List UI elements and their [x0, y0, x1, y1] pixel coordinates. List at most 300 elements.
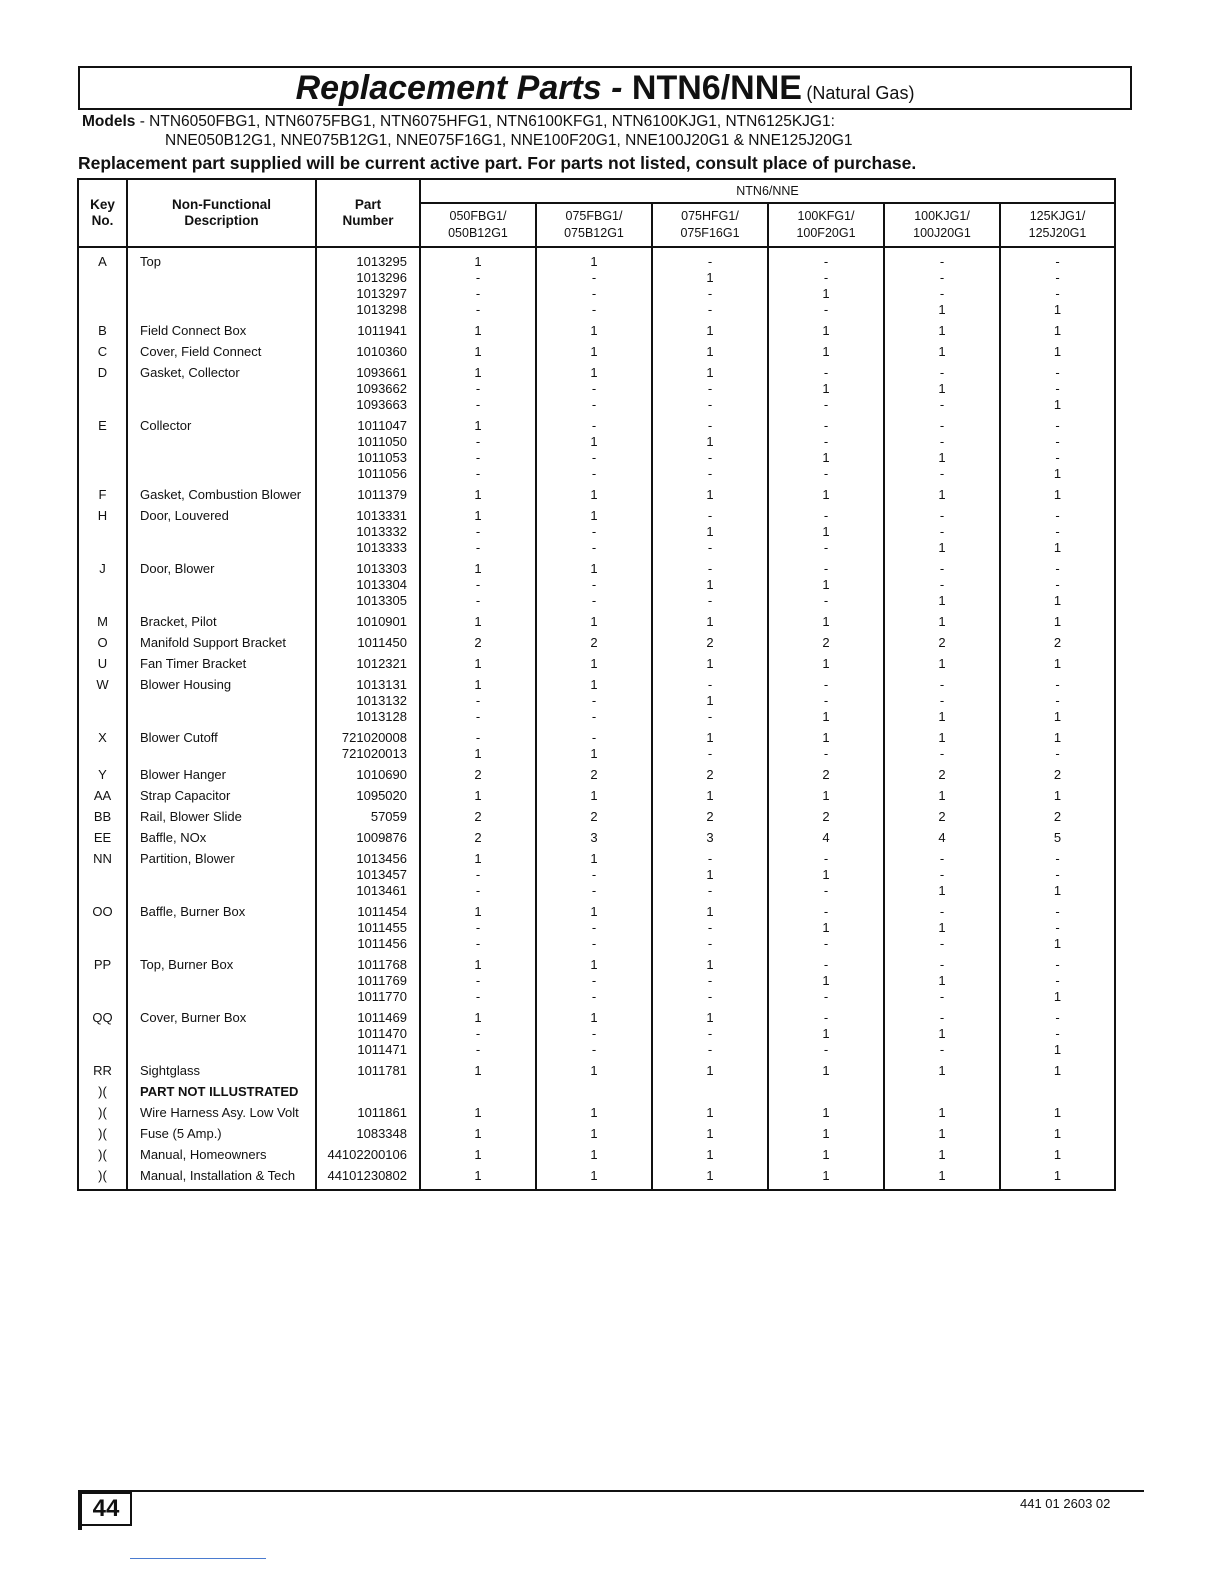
- part-number-cell: [316, 957, 420, 1010]
- quantity: 1: [474, 418, 482, 433]
- quantity-cell: [1000, 1063, 1115, 1084]
- key-cell: [78, 1010, 127, 1063]
- part-number-cell: [316, 344, 420, 365]
- table-row: [78, 830, 1115, 851]
- quantity: 1: [706, 1063, 714, 1078]
- part-description: Field Connect Box: [140, 323, 247, 338]
- part-number: 1011455: [357, 920, 407, 935]
- part-number: 1093662: [356, 381, 407, 396]
- quantity-cell: [652, 614, 768, 635]
- quantity: 1: [590, 323, 598, 338]
- quantity-cell: [420, 788, 536, 809]
- quantity: 1: [706, 867, 714, 882]
- quantity-cell: [536, 851, 652, 904]
- quantity: -: [1055, 904, 1060, 919]
- part-number: 1013296: [356, 270, 407, 285]
- quantity-cell: [1000, 344, 1115, 365]
- quantity: -: [1055, 920, 1060, 935]
- quantity: -: [1055, 508, 1060, 523]
- quantity-cell: [420, 677, 536, 730]
- part-number-cell: [316, 830, 420, 851]
- quantity: -: [591, 973, 597, 988]
- model-code: 075F16G1: [680, 226, 740, 240]
- quantity: 1: [1053, 487, 1062, 502]
- key-cell: [78, 508, 127, 561]
- quantity: 1: [474, 508, 482, 523]
- quantity: 1: [938, 883, 946, 898]
- table-row: [78, 1084, 1115, 1105]
- key-cell: [78, 1084, 127, 1105]
- quantity: -: [1055, 677, 1060, 692]
- quantity-cell: [536, 635, 652, 656]
- quantity-cell: [884, 247, 1000, 323]
- quantity-cell: [768, 418, 884, 487]
- quantity-cell: [884, 344, 1000, 365]
- part-number-header: [316, 179, 420, 247]
- quantity-cell: [652, 1126, 768, 1147]
- part-number-cell: [316, 1084, 420, 1105]
- quantity: [1001, 1084, 1114, 1100]
- quantity: 1: [590, 254, 598, 269]
- quantity: 2: [938, 809, 946, 824]
- quantity-cell: [536, 561, 652, 614]
- quantity-cell: [884, 1063, 1000, 1084]
- model-column-header: [884, 203, 1000, 247]
- quantity: 1: [474, 851, 482, 866]
- quantity-cell: [652, 418, 768, 487]
- key-cell: [78, 487, 127, 508]
- models-line-1: - NTN6050FBG1, NTN6075FBG1, NTN6075HFG1, NTN6100KFG1, NTN6100KJG1, NTN6125KJG1:: [139, 113, 835, 130]
- quantity: -: [823, 365, 829, 380]
- quantity: 1: [474, 1010, 482, 1025]
- quantity: -: [591, 524, 597, 539]
- quantity: 1: [706, 904, 714, 919]
- key-cell: [78, 418, 127, 487]
- description-cell: [127, 1105, 316, 1126]
- quantity-cell: [420, 830, 536, 851]
- quantity: -: [707, 1042, 713, 1057]
- description-cell: [127, 730, 316, 767]
- quantity: 1: [590, 1126, 598, 1141]
- quantity-cell: [1000, 809, 1115, 830]
- quantity-cell: [536, 614, 652, 635]
- quantity-cell: [1000, 561, 1115, 614]
- quantity: -: [1055, 434, 1060, 449]
- quantity: 1: [1053, 1105, 1062, 1120]
- quantity-cell: [536, 344, 652, 365]
- part-number: 1011056: [357, 466, 407, 481]
- part-number-cell: [316, 904, 420, 957]
- quantity: -: [1055, 957, 1060, 972]
- quantity: 1: [822, 381, 830, 396]
- models-label: Models: [82, 113, 136, 130]
- quantity: -: [707, 418, 713, 433]
- quantity: 1: [474, 254, 482, 269]
- quantity: -: [591, 867, 597, 882]
- quantity: -: [707, 883, 713, 898]
- quantity: -: [591, 1042, 597, 1057]
- key-no: F: [98, 487, 107, 502]
- quantity: 1: [938, 656, 946, 671]
- quantity: -: [1055, 577, 1060, 592]
- quantity: -: [823, 508, 829, 523]
- key-cell: [78, 344, 127, 365]
- description-cell: [127, 904, 316, 957]
- quantity-cell: [884, 730, 1000, 767]
- quantity: -: [939, 254, 945, 269]
- part-number: 1013305: [356, 593, 407, 608]
- part-number-cell: [316, 1168, 420, 1190]
- part-number: 1011941: [357, 323, 407, 338]
- quantity: 1: [474, 1126, 482, 1141]
- quantity: -: [591, 730, 597, 745]
- key-cell: [78, 830, 127, 851]
- quantity: -: [591, 466, 597, 481]
- quantity: -: [475, 302, 481, 317]
- part-number: 1013332: [356, 524, 407, 539]
- quantity: -: [591, 540, 597, 555]
- part-number: 1011471: [357, 1042, 407, 1057]
- quantity: 2: [474, 635, 482, 650]
- quantity-cell: [884, 1084, 1000, 1105]
- quantity-cell: [536, 1126, 652, 1147]
- quantity: 1: [1053, 1042, 1062, 1057]
- quantity-cell: [1000, 1126, 1115, 1147]
- quantity: 1: [590, 1147, 598, 1162]
- quantity: -: [823, 540, 829, 555]
- quantity-cell: [420, 1063, 536, 1084]
- quantity: 2: [474, 830, 482, 845]
- quantity: -: [475, 730, 481, 745]
- part-number: 1011379: [357, 487, 407, 502]
- model-code: 075B12G1: [564, 226, 624, 240]
- quantity: 1: [938, 381, 946, 396]
- quantity: 1: [590, 344, 598, 359]
- quantity: 3: [706, 830, 714, 845]
- quantity-cell: [536, 1105, 652, 1126]
- model-code: 075HFG1/: [681, 209, 739, 223]
- quantity: -: [707, 973, 713, 988]
- part-number: 44102200106: [327, 1147, 407, 1162]
- quantity: -: [1055, 693, 1060, 708]
- key-no: EE: [93, 830, 112, 845]
- part-number-cell: [316, 1010, 420, 1063]
- key-no: E: [98, 418, 107, 433]
- quantity-cell: [768, 830, 884, 851]
- quantity-cell: [536, 677, 652, 730]
- part-description: Rail, Blower Slide: [140, 809, 242, 824]
- quantity-cell: [420, 957, 536, 1010]
- quantity: -: [591, 270, 597, 285]
- quantity-cell: [420, 1105, 536, 1126]
- quantity-cell: [536, 1168, 652, 1190]
- quantity: 1: [1053, 883, 1062, 898]
- quantity: 1: [938, 973, 946, 988]
- quantity: -: [707, 466, 713, 481]
- key-no: A: [98, 254, 107, 269]
- quantity: 1: [1053, 466, 1062, 481]
- quantity: -: [1055, 867, 1060, 882]
- model-code: 125KJG1/: [1029, 209, 1086, 223]
- quantity: 1: [1053, 1063, 1062, 1078]
- quantity: -: [939, 270, 945, 285]
- part-number: 1011469: [357, 1010, 407, 1025]
- models-line-2: NNE050B12G1, NNE075B12G1, NNE075F16G1, NNE100F20G1, NNE100J20G1 & NNE125J20G1: [165, 132, 853, 149]
- quantity: 4: [938, 830, 946, 845]
- quantity-cell: [536, 957, 652, 1010]
- part-number: 1013456: [356, 851, 407, 866]
- quantity-cell: [652, 1147, 768, 1168]
- quantity-cell: [1000, 767, 1115, 788]
- key-cell: [78, 1147, 127, 1168]
- part-number-cell: [316, 1147, 420, 1168]
- quantity-cell: [420, 1126, 536, 1147]
- quantity: 4: [822, 830, 830, 845]
- quantity: -: [591, 709, 597, 724]
- part-number: 1011470: [357, 1026, 407, 1041]
- quantity: 3: [590, 830, 598, 845]
- key-no: OO: [92, 904, 113, 919]
- key-no: W: [96, 677, 109, 692]
- quantity: -: [823, 1042, 829, 1057]
- part-description: Top: [140, 254, 161, 269]
- models-list: [82, 112, 853, 150]
- quantity: -: [707, 381, 713, 396]
- quantity: -: [591, 397, 597, 412]
- quantity-cell: [652, 487, 768, 508]
- quantity: -: [939, 524, 945, 539]
- part-description: Manual, Homeowners: [140, 1147, 267, 1162]
- description-cell: [127, 1147, 316, 1168]
- quantity: 1: [822, 1126, 830, 1141]
- quantity-cell: [536, 487, 652, 508]
- part-number-cell: [316, 365, 420, 418]
- quantity: 1: [474, 323, 482, 338]
- quantity-cell: [536, 247, 652, 323]
- quantity-cell: [1000, 730, 1115, 767]
- quantity-cell: [768, 730, 884, 767]
- part-number: 1011050: [357, 434, 407, 449]
- part-number-cell: [316, 730, 420, 767]
- quantity-cell: [1000, 247, 1115, 323]
- key-cell: [78, 635, 127, 656]
- key-cell: [78, 809, 127, 830]
- quantity: 1: [590, 1010, 598, 1025]
- quantity: -: [1055, 1010, 1060, 1025]
- quantity: 1: [1053, 540, 1062, 555]
- quantity-cell: [884, 323, 1000, 344]
- quantity-cell: [1000, 957, 1115, 1010]
- quantity: 1: [938, 1147, 946, 1162]
- quantity: 1: [706, 1168, 714, 1183]
- quantity-cell: [884, 1105, 1000, 1126]
- part-number: 1083348: [356, 1126, 407, 1141]
- quantity: 1: [822, 577, 830, 592]
- quantity: 1: [822, 788, 830, 803]
- description-cell: [127, 851, 316, 904]
- key-cell: [78, 247, 127, 323]
- quantity-cell: [420, 1147, 536, 1168]
- quantity-cell: [536, 1063, 652, 1084]
- description-cell: [127, 1126, 316, 1147]
- quantity: 1: [938, 344, 946, 359]
- quantity-cell: [884, 1126, 1000, 1147]
- table-row: [78, 1010, 1115, 1063]
- key-cell: [78, 788, 127, 809]
- description-cell: [127, 365, 316, 418]
- key-cell: [78, 730, 127, 767]
- part-number-cell: [316, 418, 420, 487]
- quantity-cell: [420, 508, 536, 561]
- model-code: 100KFG1/: [797, 209, 855, 223]
- quantity-cell: [652, 851, 768, 904]
- quantity: -: [823, 466, 829, 481]
- key-cell: [78, 323, 127, 344]
- key-no-header: [78, 179, 127, 247]
- quantity: -: [939, 989, 945, 1004]
- document-number: 441 01 2603 02: [1020, 1496, 1111, 1511]
- part-number: 1011768: [357, 957, 407, 972]
- quantity: -: [939, 466, 945, 481]
- quantity-cell: [884, 1010, 1000, 1063]
- bottom-link-underline: [130, 1558, 266, 1559]
- quantity-cell: [420, 418, 536, 487]
- quantity: -: [591, 593, 597, 608]
- quantity: 1: [1053, 302, 1062, 317]
- quantity: 1: [1053, 1126, 1062, 1141]
- quantity: -: [939, 851, 945, 866]
- page-title: [78, 66, 1132, 110]
- quantity: 1: [474, 656, 482, 671]
- quantity-cell: [652, 508, 768, 561]
- part-description: Blower Hanger: [140, 767, 226, 782]
- quantity-cell: [1000, 1105, 1115, 1126]
- table-row: [78, 809, 1115, 830]
- quantity-cell: [420, 851, 536, 904]
- quantity: 1: [706, 656, 714, 671]
- quantity: 1: [706, 524, 714, 539]
- quantity-cell: [652, 957, 768, 1010]
- quantity: 2: [474, 809, 482, 824]
- quantity: -: [823, 397, 829, 412]
- quantity: -: [475, 936, 481, 951]
- header-line: No.: [91, 213, 114, 228]
- quantity: 2: [938, 767, 946, 782]
- quantity: -: [823, 561, 829, 576]
- part-number: 1011770: [357, 989, 407, 1004]
- quantity-cell: [884, 809, 1000, 830]
- table-row: [78, 1147, 1115, 1168]
- quantity-cell: [1000, 677, 1115, 730]
- quantity: -: [823, 936, 829, 951]
- key-no: AA: [93, 788, 112, 803]
- quantity-cell: [420, 904, 536, 957]
- quantity-cell: [768, 1010, 884, 1063]
- quantity: -: [475, 450, 481, 465]
- part-number: 1011769: [357, 973, 407, 988]
- header-line: Number: [342, 213, 394, 228]
- quantity: -: [1055, 1026, 1060, 1041]
- quantity: -: [939, 365, 945, 380]
- part-description: Fuse (5 Amp.): [140, 1126, 222, 1141]
- quantity-cell: [536, 830, 652, 851]
- quantity: 1: [938, 1168, 946, 1183]
- quantity-cell: [652, 1010, 768, 1063]
- quantity: -: [939, 1010, 945, 1025]
- quantity: 1: [822, 656, 830, 671]
- quantity: -: [591, 1026, 597, 1041]
- part-number: 1011781: [357, 1063, 407, 1078]
- key-cell: [78, 677, 127, 730]
- quantity: 2: [474, 767, 482, 782]
- part-number-cell: [316, 323, 420, 344]
- table-row: [78, 1063, 1115, 1084]
- quantity: -: [1055, 746, 1060, 761]
- quantity-cell: [420, 635, 536, 656]
- table-row: [78, 344, 1115, 365]
- quantity: -: [475, 286, 481, 301]
- page-number: 44: [80, 1492, 132, 1526]
- part-number: 44101230802: [327, 1168, 407, 1183]
- description-cell: [127, 1084, 316, 1105]
- quantity: 1: [706, 788, 714, 803]
- quantity-cell: [1000, 788, 1115, 809]
- key-no: M: [97, 614, 108, 629]
- quantity-cell: [652, 561, 768, 614]
- quantity-cell: [652, 904, 768, 957]
- quantity: 1: [590, 957, 598, 972]
- quantity: -: [707, 677, 713, 692]
- quantity-cell: [652, 767, 768, 788]
- quantity: -: [707, 851, 713, 866]
- quantity-cell: [884, 614, 1000, 635]
- quantity-cell: [768, 656, 884, 677]
- quantity-cell: [652, 730, 768, 767]
- part-number: 1011456: [357, 936, 407, 951]
- quantity: 2: [590, 635, 598, 650]
- quantity: -: [707, 936, 713, 951]
- description-cell: [127, 508, 316, 561]
- part-number: 1010690: [356, 767, 407, 782]
- quantity-cell: [768, 904, 884, 957]
- part-number-cell: [316, 788, 420, 809]
- table-row: [78, 508, 1115, 561]
- part-number: 1013132: [356, 693, 407, 708]
- part-number: 1095020: [356, 788, 407, 803]
- quantity: 1: [590, 656, 598, 671]
- quantity: 2: [938, 635, 946, 650]
- quantity: 1: [474, 904, 482, 919]
- quantity: -: [475, 883, 481, 898]
- quantity: -: [1055, 286, 1060, 301]
- quantity: -: [823, 957, 829, 972]
- quantity: -: [707, 286, 713, 301]
- part-description: Cover, Field Connect: [140, 344, 262, 359]
- table-row: [78, 418, 1115, 487]
- part-number: [317, 1084, 407, 1100]
- model-group-header: NTN6/NNE: [420, 179, 1115, 203]
- quantity: 1: [474, 1063, 482, 1078]
- part-number-cell: [316, 247, 420, 323]
- description-cell: [127, 635, 316, 656]
- description-cell: [127, 677, 316, 730]
- quantity: -: [475, 466, 481, 481]
- quantity: -: [1055, 524, 1060, 539]
- model-code: 100KJG1/: [914, 209, 970, 223]
- quantity-cell: [536, 656, 652, 677]
- description-cell: [127, 614, 316, 635]
- quantity-cell: [652, 344, 768, 365]
